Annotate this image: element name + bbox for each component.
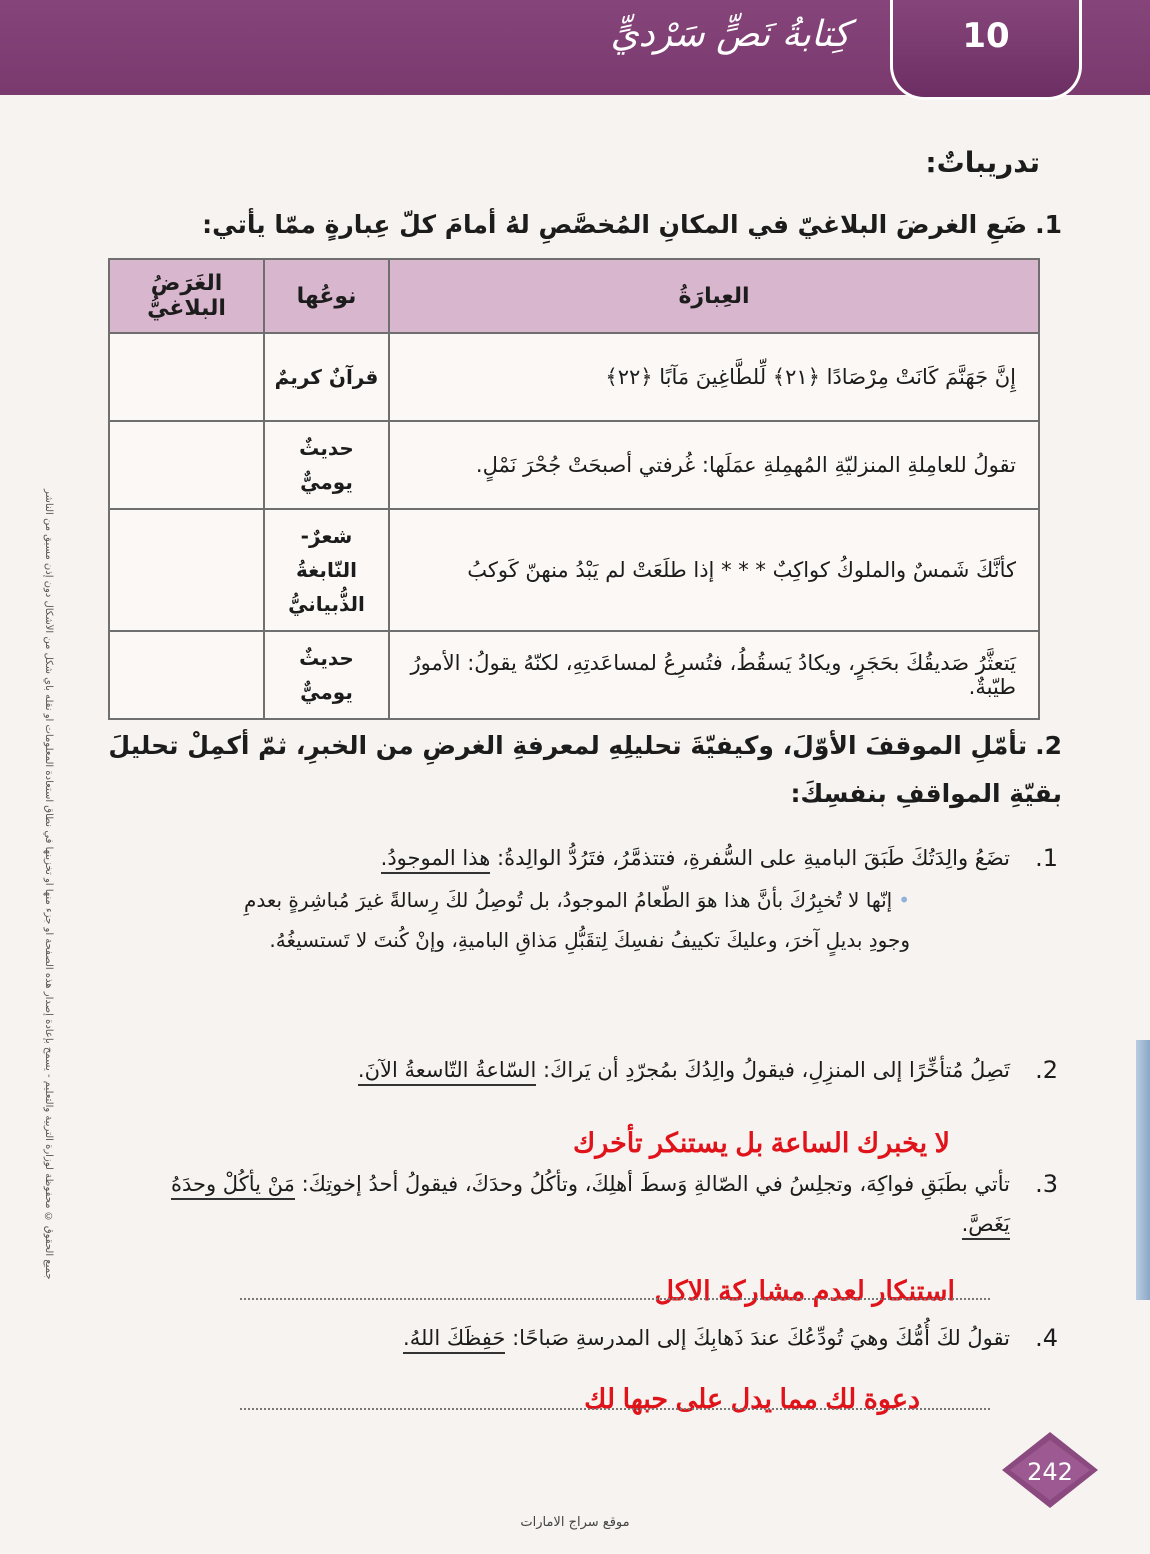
bullet-icon: • <box>898 888 910 912</box>
row-purpose-cell[interactable] <box>109 333 264 421</box>
row-purpose-cell[interactable] <box>109 421 264 509</box>
row-type: حديثٌ يوميٌّ <box>264 421 389 509</box>
explanation-text: إنّها لا تُخبِرُكَ بأنَّ هذا هوَ الطّعامُ الموجودُ، بل تُوصِلُ لكَ رِسالةً غيرَ مُباشِرةٍ بعدمِ وجودِ بديلٍ آخرَ، وعليكَ تكييفُ نفسِكَ لِتقَبُّلِ مَذاقِ الباميةِ، وإنْ كُنتَ لا تَستسيغُهُ. <box>243 888 910 952</box>
row-purpose-cell[interactable] <box>109 631 264 719</box>
lesson-header <box>0 0 1150 95</box>
question-2-text: تأمّلِ الموقفَ الأوّلَ، وكيفيّةَ تحليلِهِ لمعرفةِ الغرضِ من الخبرِ، ثمّ أكمِلْ تحليلَ بقيّةِ المواقفِ بنفسِكَ: <box>108 731 1062 808</box>
situation-text: تأتي بطَبَقِ فواكِهَ، وتجلِسُ في الصّالةِ وَسطَ أهلِكَ، وتأكُلُ وحدَكَ، فيقولُ أحدُ إخوتِكَ: <box>301 1172 1010 1196</box>
answer-2: لا يخبرك الساعة بل يستنكر تأخرك <box>572 1128 950 1158</box>
table-row <box>109 509 1039 631</box>
answer-3: استنكار لعدم مشاركة الاكل <box>654 1276 955 1306</box>
row-phrase: يَتعثَّرُ صَديقُكَ بحَجَرٍ، ويكادُ يَسقُطُ، فتُسرِعُ لمساعَدتِهِ، لكنّهُ يقولُ: الأمورُ طيّبةٌ. <box>389 631 1039 719</box>
situation-text: تَصِلُ مُتأخِّرًا إلى المنزِلِ، فيقولُ والِدُكَ بمُجرّدِ أن يَراكَ: <box>542 1058 1010 1082</box>
situation-item-1 <box>130 838 1058 878</box>
question-1-text: ضَعِ الغرضَ البلاغيّ في المكانِ المُخصَّصِ لهُ أمامَ كلّ عِبارةٍ ممّا يأتي: <box>202 210 1028 239</box>
answer-line <box>240 1298 990 1300</box>
situation-number: 2. <box>1035 1056 1058 1084</box>
row-type: حديثٌ يوميٌّ <box>264 631 389 719</box>
header-purpose: الغَرَضُ البلاغيُّ <box>109 259 264 333</box>
question-1-number: 1. <box>1035 210 1062 239</box>
situation-quote: حَفِظَكَ اللهُ. <box>403 1326 505 1354</box>
exercise-table <box>108 258 1040 720</box>
question-2-number: 2. <box>1035 731 1062 760</box>
table-header-row <box>109 259 1039 333</box>
situation-quote: السّاعةُ التّاسعةُ الآنَ. <box>358 1058 536 1086</box>
situation-number: 4. <box>1035 1324 1058 1352</box>
situation-item-4 <box>130 1318 1058 1358</box>
situation-1-explanation <box>230 880 910 960</box>
copyright-note: جميع الحقوق © محفوظة لوزارة التربية والتعليم - يسمح بإعادة إصدار هذه الصفحة أو جزء منها أو تخزينها في نطاق استعادة المعلومات أو نقله بأي شكل من الأشكال دون إذن مسبق من الناشر <box>43 489 54 1280</box>
row-type: قرآنٌ كريمٌ <box>264 333 389 421</box>
page-number-badge <box>1000 1430 1100 1510</box>
situation-number: 3. <box>1035 1170 1058 1198</box>
header-phrase: العِبارَةُ <box>389 259 1039 333</box>
table-row <box>109 631 1039 719</box>
row-purpose-cell[interactable] <box>109 509 264 631</box>
footer-site: موقع سراج الامارات <box>520 1515 630 1530</box>
situation-quote: مَنْ يأكُلْ وحدَهُ يَغَصَّ. <box>171 1172 1010 1240</box>
table-row <box>109 333 1039 421</box>
situation-text: تضَعُ والِدَتُكَ طَبَقَ الباميةِ على السُّفرةِ، فتتذمَّرُ، فتَرُدُّ الوالِدةُ: <box>497 846 1010 870</box>
lesson-number: 10 <box>962 16 1010 56</box>
situation-text: تقولُ لكَ أُمُّكَ وهيَ تُودِّعُكَ عندَ ذَهابِكَ إلى المدرسةِ صَباحًا: <box>512 1326 1010 1350</box>
page-edge-strip <box>1136 1040 1150 1300</box>
lesson-title: كِتابةُ نَصٍّ سَرْديٍّ <box>610 14 850 55</box>
table-row <box>109 421 1039 509</box>
question-1 <box>82 210 1062 239</box>
lesson-number-badge <box>890 0 1082 100</box>
answer-line <box>240 1408 990 1410</box>
situation-item-2 <box>130 1050 1058 1090</box>
section-title: تدريباتٌ: <box>925 146 1040 179</box>
question-2 <box>82 722 1062 818</box>
header-type: نوعُها <box>264 259 389 333</box>
situation-number: 1. <box>1035 844 1058 872</box>
row-phrase: تقولُ للعامِلةِ المنزليّةِ المُهمِلةِ عمَلَها: غُرفتي أصبحَتْ جُحْرَ نَمْلٍ. <box>389 421 1039 509</box>
row-phrase: كأنَّكَ شَمسٌ والملوكُ كواكِبٌ * * * إذا طلَعَتْ لم يَبْدُ منهنّ كَوكبُ <box>389 509 1039 631</box>
page-number: 242 <box>1027 1458 1073 1486</box>
row-type: شعرٌ- النّابغةُ الذُّبيانيُّ <box>264 509 389 631</box>
situation-quote: هذا الموجودُ. <box>381 846 491 874</box>
situation-item-3 <box>130 1164 1058 1244</box>
row-phrase: إِنَّ جَهَنَّمَ كَانَتْ مِرْصَادًا ﴿٢١﴾ لِّلطَّاغِينَ مَآبًا ﴿٢٢﴾ <box>389 333 1039 421</box>
answer-4: دعوة لك مما يدل على حبها لك <box>584 1384 920 1414</box>
